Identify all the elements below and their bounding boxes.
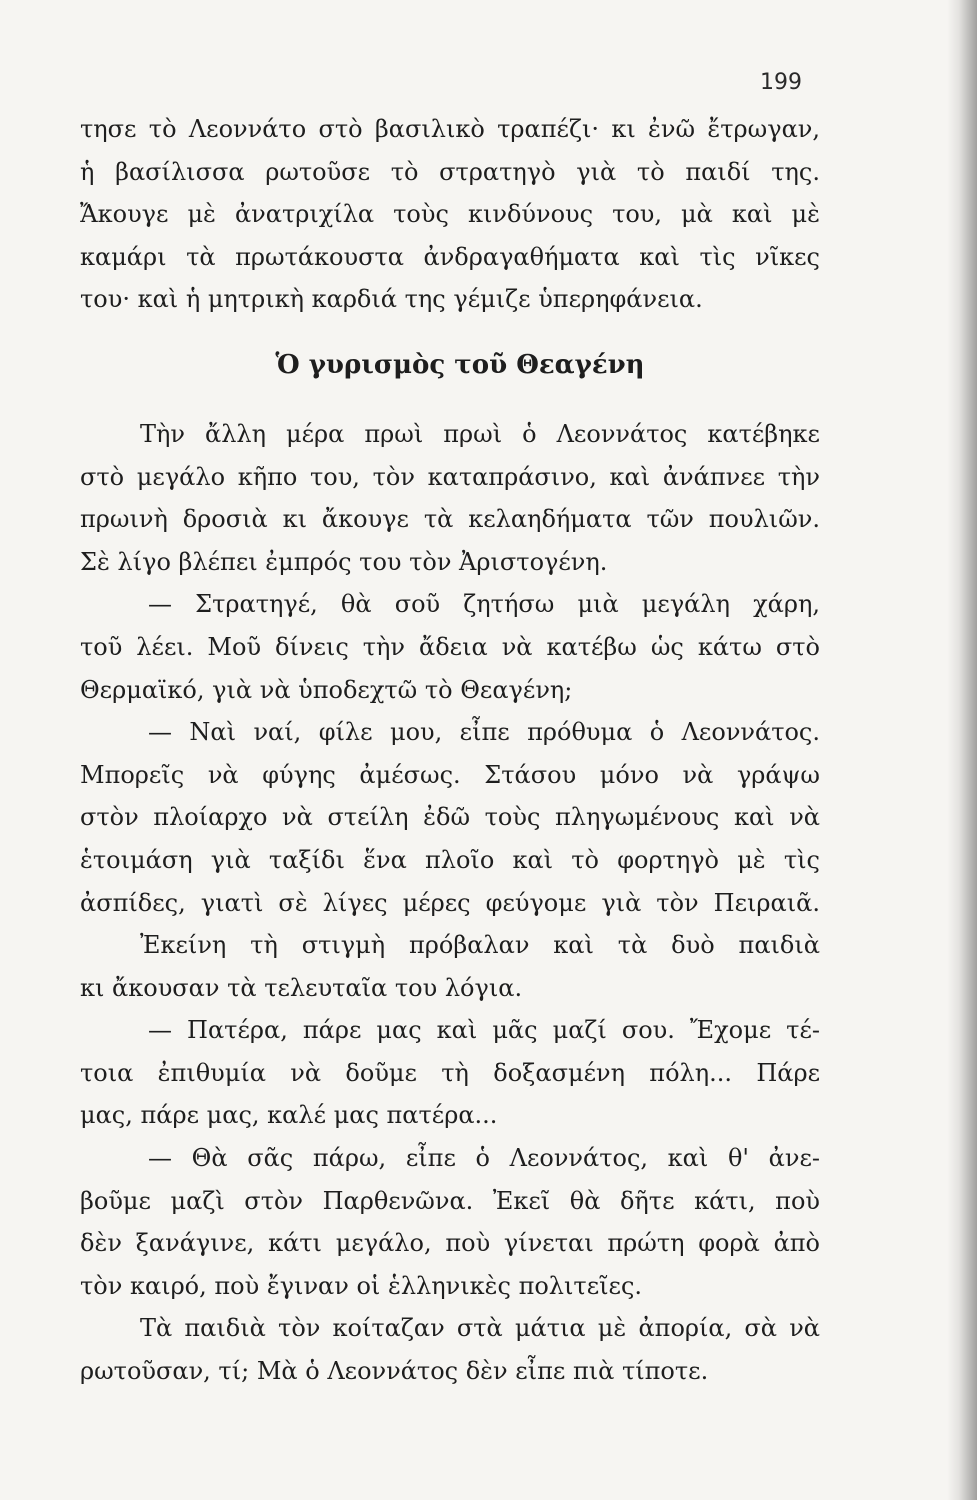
text-line: δὲν ξανάγινε, κάτι μεγάλο, ποὺ γίνεται πρώτη φορὰ ἀπὸ — [80, 1229, 820, 1258]
text-line: μας, πάρε μας, καλέ μας πατέρα... — [80, 1101, 498, 1130]
paragraph-5 — [80, 924, 820, 1009]
paragraph-6 — [80, 1009, 820, 1137]
paragraph-4 — [80, 711, 820, 924]
text-line: ἑτοιμάση γιὰ ταξίδι ἕνα πλοῖο καὶ τὸ φορτηγὸ μὲ τὶς — [80, 845, 820, 874]
text-line: στὸν πλοίαρχο νὰ στείλη ἐδῶ τοὺς πληγωμένους καὶ νὰ — [80, 803, 820, 832]
text-line: Ἄκουγε μὲ ἀνατριχίλα τοὺς κινδύνους του, μὰ καὶ μὲ — [80, 200, 820, 229]
text-line: του· καὶ ἡ μητρικὴ καρδιά της γέμιζε ὑπερηφάνεια. — [80, 285, 703, 314]
text-line: βοῦμε μαζὶ στὸν Παρθενῶνα. Ἐκεῖ θὰ δῆτε κάτι, ποὺ — [80, 1186, 820, 1215]
page-number: 199 — [760, 70, 802, 95]
text-line: Τὴν ἄλλη μέρα πρωὶ πρωὶ ὁ Λεοννάτος κατέβηκε — [140, 419, 820, 448]
text-line: — Ναὶ ναί, φίλε μου, εἶπε πρόθυμα ὁ Λεοννάτος. — [148, 718, 820, 747]
text-line: τοια ἐπιθυμία νὰ δοῦμε τὴ δοξασμένη πόλη... Πάρε — [80, 1058, 820, 1087]
text-line: ρωτοῦσαν, τί; Μὰ ὁ Λεοννάτος δὲν εἶπε πιὰ τίποτε. — [80, 1357, 709, 1386]
text-line: — Πατέρα, πάρε μας καὶ μᾶς μαζί σου. Ἔχομε τέ- — [148, 1016, 820, 1045]
paragraph-2 — [80, 413, 820, 583]
text-line: τὸν καιρό, ποὺ ἔγιναν οἱ ἑλληνικὲς πολιτεῖες. — [80, 1271, 643, 1300]
text-line: Τὰ παιδιὰ τὸν κοίταζαν στὰ μάτια μὲ ἀπορία, σὰ νὰ — [140, 1314, 820, 1343]
paragraph-8 — [80, 1307, 820, 1392]
text-line: Μπορεῖς νὰ φύγης ἀμέσως. Στάσου μόνο νὰ γράψω — [80, 760, 820, 789]
text-line: στὸ μεγάλο κῆπο του, τὸν καταπράσινο, καὶ ἀνάπνεε τὴν — [80, 462, 820, 491]
paragraph-7 — [80, 1137, 820, 1307]
text-line: — Στρατηγέ, θὰ σοῦ ζητήσω μιὰ μεγάλη χάρη, — [148, 590, 820, 619]
text-line: ἀσπίδες, γιατὶ σὲ λίγες μέρες φεύγομε γιὰ τὸν Πειραιᾶ. — [80, 888, 820, 917]
text-line: ἡ βασίλισσα ρωτοῦσε τὸ στρατηγὸ γιὰ τὸ παιδί της. — [80, 157, 820, 186]
paragraph-3 — [80, 583, 820, 711]
text-line: τησε τὸ Λεοννάτο στὸ βασιλικὸ τραπέζι· κι ἐνῶ ἔτρωγαν, — [80, 115, 820, 143]
text-line: Ἐκείνη τὴ στιγμὴ πρόβαλαν καὶ τὰ δυὸ παιδιὰ — [140, 931, 820, 960]
text-line: πρωινὴ δροσιὰ κι ἄκουγε τὰ κελαηδήματα τῶν πουλιῶν. — [80, 505, 820, 534]
page-text — [80, 108, 820, 1393]
text-line: τοῦ λέει. Μοῦ δίνεις τὴν ἄδεια νὰ κατέβω ὡς κάτω στὸ — [80, 632, 820, 661]
text-line: κι ἄκουσαν τὰ τελευταῖα του λόγια. — [80, 973, 523, 1002]
text-line: Θερμαϊκό, γιὰ νὰ ὑποδεχτῶ τὸ Θεαγένη; — [80, 675, 573, 704]
text-line: καμάρι τὰ πρωτάκουστα ἀνδραγαθήματα καὶ τὶς νῖκες — [80, 242, 820, 271]
text-line: Σὲ λίγο βλέπει ἐμπρός του τὸν Ἀριστογένη. — [80, 547, 608, 576]
paragraph-1 — [80, 108, 820, 321]
text-line: — Θὰ σᾶς πάρω, εἶπε ὁ Λεοννάτος, καὶ θ' ἀνε- — [148, 1144, 820, 1173]
section-heading: Ὁ γυρισμὸς τοῦ Θεαγένη — [275, 349, 645, 380]
page-edge-shadow — [947, 0, 977, 1500]
